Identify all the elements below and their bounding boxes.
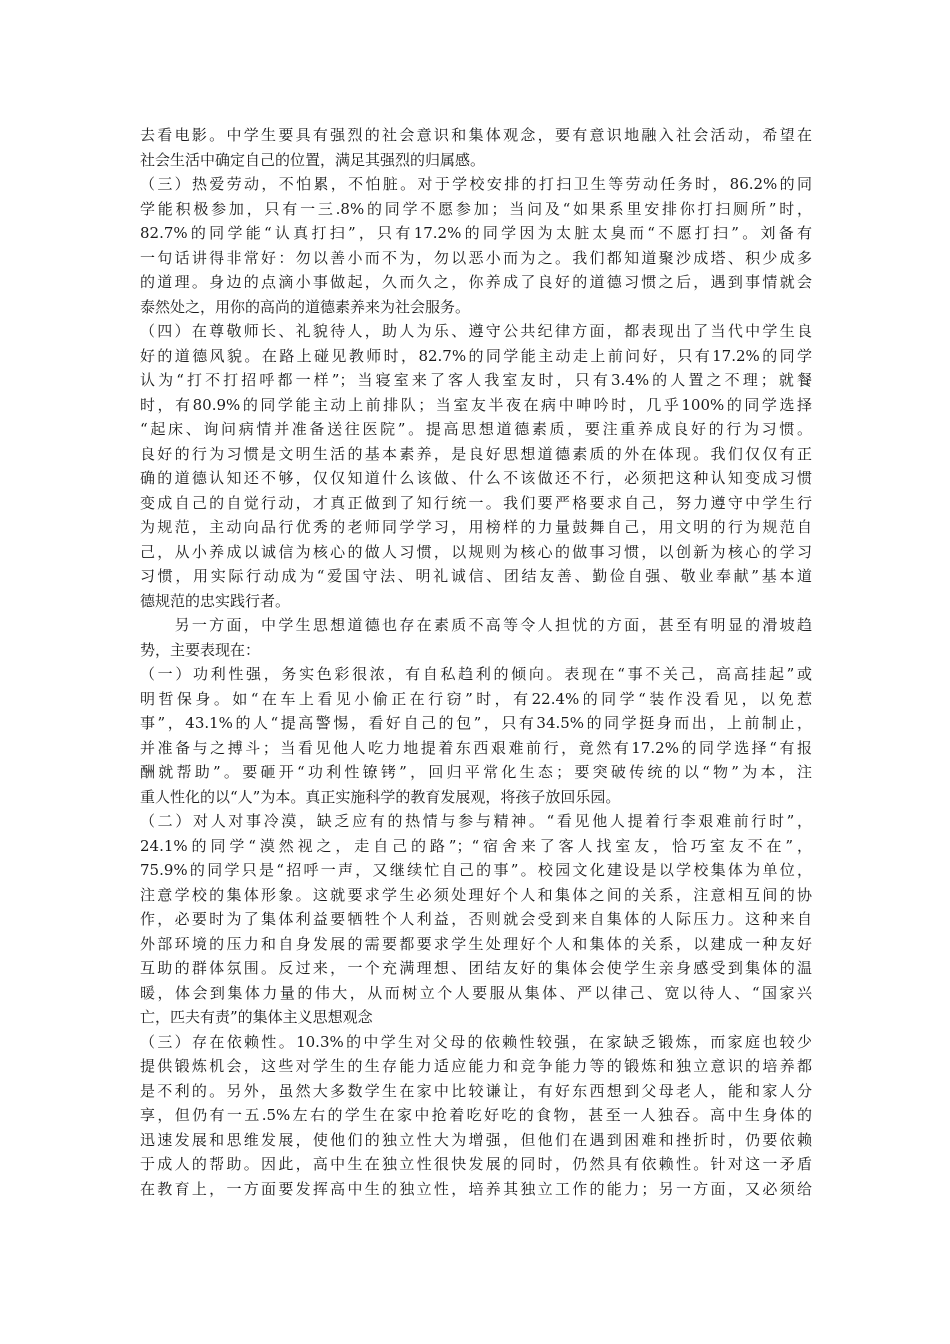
text-line: 是不利的。另外，虽然大多数学生在家中比较谦让，有好东西想到父母老人，能和家人分 — [140, 1081, 812, 1100]
text-line: 暖，体会到集体力量的伟大，从而树立个人要服从集体、严以律己、宽以待人、“国家兴 — [140, 983, 812, 1002]
text-line: 去看电影。中学生要具有强烈的社会意识和集体观念，要有意识地融入社会活动，希望在 — [140, 126, 812, 144]
text-line: 泰然处之，用你的高尚的道德素养来为社会服务。 — [140, 297, 471, 316]
text-line: 75.9%的同学只是“招呼一声，又继续忙自己的事”。校园文化建设是以学校集体为单位， — [140, 861, 812, 879]
text-line: 于成人的帮助。因此，高中生在独立性很快发展的同时，仍然具有依赖性。针对这一矛盾 — [140, 1155, 812, 1173]
text-line: 提供锻炼机会，这些对学生的生存能力适应能力和竞争能力等的锻炼和独立意识的培养都 — [140, 1057, 812, 1075]
text-line: 重人性化的以“人”为本。真正实施科学的教育发展观，将孩子放回乐园。 — [140, 787, 621, 806]
text-line: （三）热爱劳动，不怕累，不怕脏。对于学校安排的打扫卫生等劳动任务时，86.2%的同 — [140, 175, 812, 193]
text-line: （三）存在依赖性。10.3%的中学生对父母的依赖性较强，在家缺乏锻炼，而家庭也较少 — [140, 1032, 812, 1051]
text-line: 并准备与之搏斗；当看见他人吃力地提着东西艰难前行，竟然有17.2%的同学选择“有报 — [140, 738, 812, 757]
text-line: 注意学校的集体形象。这就要求学生必须处理好个人和集体之间的关系，注意相互间的协 — [140, 885, 812, 904]
text-line: 82.7%的同学能“认真打扫”，只有17.2%的同学因为太脏太臭而“不愿打扫”。刘备有 — [140, 224, 812, 242]
text-line: 享，但仍有一五.5%左右的学生在家中抢着吃好吃的食物，甚至一人独吞。高中生身体的 — [140, 1106, 812, 1124]
text-line: 24.1%的同学“漠然视之，走自己的路”；“宿舍来了客人找室友，恰巧室友不在”， — [140, 836, 812, 855]
text-line: （四）在尊敬师长、礼貌待人，助人为乐、遵守公共纪律方面，都表现出了当代中学生良 — [140, 322, 812, 340]
text-line: “起床、询问病情并准备送往医院”。提高思想道德素质，要注重养成良好的行为习惯。 — [140, 420, 812, 438]
text-line: （二）对人对事冷漠，缺乏应有的热情与参与精神。“看见他人提着行李艰难前行时”， — [140, 812, 812, 830]
text-line: 另一方面，中学生思想道德也存在素质不高等令人担忧的方面，甚至有明显的滑坡趋 — [140, 616, 812, 634]
text-line: 良好的行为习惯是文明生活的基本素养，是良好思想道德素质的外在体现。我们仅仅有正 — [140, 444, 812, 463]
text-line: 明哲保身。如“在车上看见小偷正在行窃”时，有22.4%的同学“装作没看见，以免惹 — [140, 689, 812, 708]
text-line: （一）功利性强，务实色彩很浓，有自私趋利的倾向。表现在“事不关己，高高挂起”或 — [140, 665, 812, 683]
text-line: 认为“打不打招呼都一样”；当寝室来了客人我室友时，只有3.4%的人置之不理；就餐 — [140, 371, 812, 389]
text-line: 变成自己的自觉行动，才真正做到了知行统一。我们要严格要求自己，努力遵守中学生行 — [140, 493, 812, 512]
text-line: 为规范，主动向品行优秀的老师同学学习，用榜样的力量鼓舞自己，用文明的行为规范自 — [140, 518, 812, 536]
text-line: 事”，43.1%的人“提高警惕，看好自己的包”，只有34.5%的同学挺身而出，上前制止， — [140, 714, 812, 732]
text-line: 势，主要表现在： — [140, 640, 261, 659]
text-line: 酬就帮助”。要砸开“功利性镣铐”，回归平常化生态；要突破传统的以“物”为本，注 — [140, 763, 812, 781]
text-line: 学能积极参加，只有一三.8%的同学不愿参加；当问及“如果系里安排你打扫厕所”时， — [140, 199, 812, 218]
text-line: 外部环境的压力和自身发展的需要都要求学生处理好个人和集体的关系，以建成一种友好 — [140, 934, 812, 953]
text-line: 亡，匹夫有责”的集体主义思想观念 — [140, 1008, 373, 1026]
text-line: 己，从小养成以诚信为核心的做人习惯，以规则为核心的做事习惯，以创新为核心的学习 — [140, 542, 812, 561]
document-body — [140, 123, 812, 1201]
text-line: 好的道德风貌。在路上碰见教师时，82.7%的同学能主动走上前问好，只有17.2%的同学 — [140, 346, 812, 365]
text-line: 一句话讲得非常好：勿以善小而不为，勿以恶小而为之。我们都知道聚沙成塔、积少成多 — [140, 248, 812, 267]
text-line: 的道理。身边的点滴小事做起，久而久之，你养成了良好的道德习惯之后，遇到事情就会 — [140, 273, 812, 291]
text-line: 互助的群体氛围。反过来，一个充满理想、团结友好的集体会使学生亲身感受到集体的温 — [140, 959, 812, 977]
text-line: 作，必要时为了集体利益要牺牲个人利益，否则就会受到来自集体的人际压力。这种来自 — [140, 910, 812, 928]
text-line: 时，有80.9%的同学能主动上前排队；当室友半夜在病中呻吟时，几乎100%的同学选择 — [140, 395, 812, 414]
text-line: 社会生活中确定自己的位置，满足其强烈的归属感。 — [140, 150, 486, 169]
text-line: 习惯，用实际行动成为“爱国守法、明礼诚信、团结友善、勤俭自强、敬业奉献”基本道 — [140, 567, 812, 585]
text-line: 迅速发展和思维发展，使他们的独立性大为增强，但他们在遇到困难和挫折时，仍要依赖 — [140, 1130, 812, 1149]
text-line: 德规范的忠实践行者。 — [140, 591, 291, 610]
text-line: 在教育上，一方面要发挥高中生的独立性，培养其独立工作的能力；另一方面，又必须给 — [140, 1179, 812, 1198]
text-line: 确的道德认知还不够，仅仅知道什么该做、什么不该做还不行，必须把这种认知变成习惯 — [140, 469, 812, 487]
